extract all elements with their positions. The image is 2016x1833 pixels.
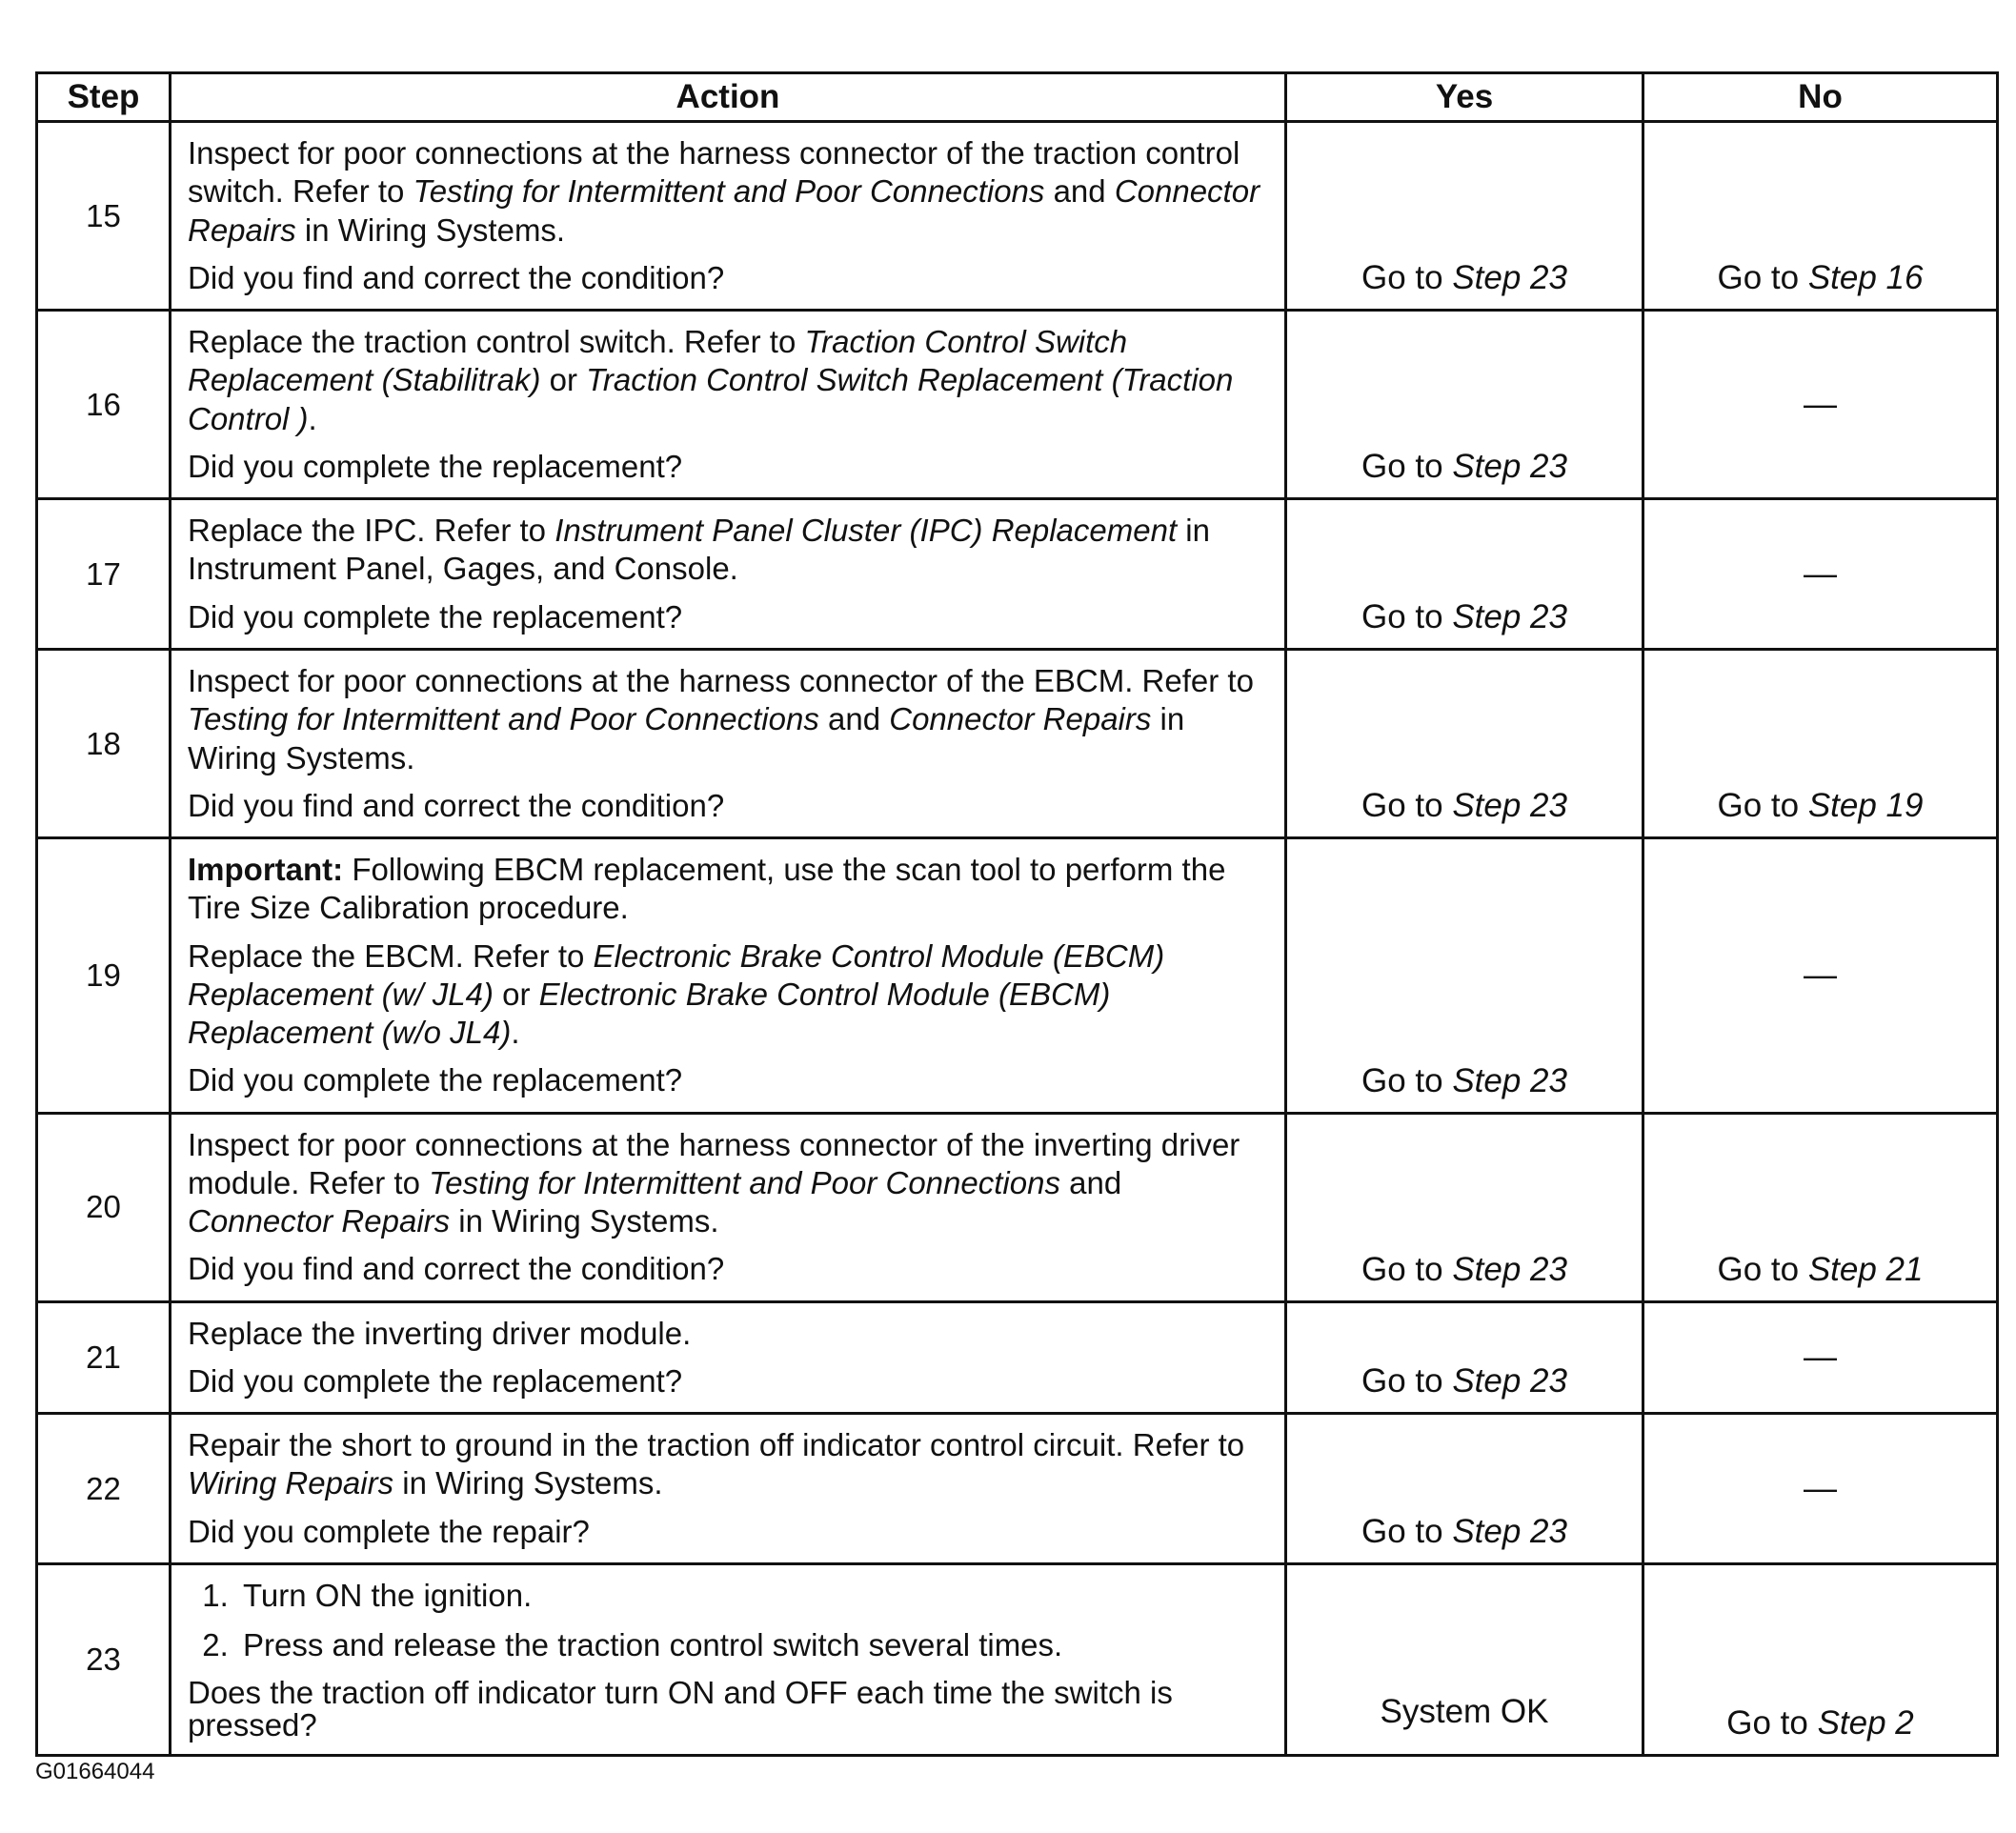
- step-number: 18: [37, 650, 171, 838]
- important-label: Important:: [188, 852, 344, 887]
- text-run: in Wiring Systems.: [393, 1465, 663, 1501]
- action-cell: [171, 311, 1286, 499]
- text-run: Inspect for poor connections at the harness connector of the traction control switch. Refer to: [188, 135, 1240, 210]
- no-result-dash: —: [1643, 499, 1998, 650]
- table-row: [37, 1564, 1998, 1756]
- text-run: and: [1059, 1164, 1122, 1200]
- yes-prefix: Go to: [1361, 598, 1453, 635]
- header-step: Step: [37, 73, 171, 122]
- text-run: Repair the short to ground in the traction off indicator control circuit. Refer to: [188, 1427, 1245, 1462]
- no-result: [1643, 122, 1998, 311]
- yes-prefix: Go to: [1361, 1513, 1453, 1550]
- no-result: [1643, 1113, 1998, 1301]
- text-run: Replace the EBCM. Refer to: [188, 937, 594, 974]
- step-number: 16: [37, 311, 171, 499]
- no-step-ref: Step 21: [1807, 1250, 1924, 1288]
- reference-link-text: Connector Repairs: [889, 701, 1152, 737]
- text-run: in Wiring Systems.: [295, 212, 566, 248]
- no-result: [1643, 1564, 1998, 1756]
- figure-id: G01664044: [35, 1759, 155, 1784]
- diagnostic-table: [35, 71, 1999, 1757]
- table-row: [37, 1301, 1998, 1414]
- yes-prefix: Go to: [1361, 1362, 1453, 1400]
- text-run: .: [308, 400, 317, 436]
- action-cell: [171, 1301, 1286, 1414]
- text-run: or: [540, 362, 587, 398]
- yes-result: System OK: [1286, 1564, 1643, 1756]
- yes-step-ref: Step 23: [1452, 787, 1567, 824]
- reference-link-text: Testing for Intermittent and Poor Connections: [188, 701, 819, 737]
- no-prefix: Go to: [1717, 259, 1808, 296]
- no-result-dash: —: [1643, 838, 1998, 1114]
- yes-prefix: Go to: [1361, 1061, 1453, 1099]
- text-run: in Wiring Systems.: [188, 701, 1185, 776]
- text-run: in Instrument Panel, Gages, and Console.: [188, 513, 1210, 587]
- action-cell: [171, 122, 1286, 311]
- no-prefix: Go to: [1717, 1250, 1808, 1288]
- text-run: or: [493, 976, 539, 1012]
- reference-link-text: Instrument Panel Cluster (IPC) Replacement: [554, 513, 1178, 548]
- action-cell: [171, 1564, 1286, 1756]
- yes-result: [1286, 311, 1643, 499]
- yes-result: [1286, 1113, 1643, 1301]
- yes-step-ref: Step 23: [1452, 1362, 1567, 1400]
- question-text: Did you complete the replacement?: [188, 448, 683, 484]
- yes-step-ref: Step 23: [1452, 448, 1567, 485]
- yes-step-ref: Step 23: [1452, 1061, 1567, 1099]
- reference-link-text: Traction Control Switch Replacement (Stabilitrak): [188, 324, 1128, 398]
- yes-step-ref: Step 23: [1452, 1250, 1567, 1288]
- no-result-dash: —: [1643, 311, 1998, 499]
- yes-prefix: Go to: [1361, 787, 1453, 824]
- step-number: 15: [37, 122, 171, 311]
- numbered-list: [188, 1577, 1271, 1665]
- text-run: Replace the IPC. Refer to: [188, 513, 555, 548]
- table-row: [37, 122, 1998, 311]
- no-prefix: Go to: [1726, 1703, 1818, 1742]
- header-yes: Yes: [1286, 73, 1643, 122]
- no-result-dash: —: [1643, 1414, 1998, 1564]
- action-cell: [171, 499, 1286, 650]
- question-text: Did you complete the repair?: [188, 1513, 590, 1549]
- list-item: 1. Turn ON the ignition.: [237, 1577, 1271, 1615]
- reference-link-text: Testing for Intermittent and Poor Connections: [429, 1164, 1060, 1200]
- list-item: 2. Press and release the traction control switch several times.: [237, 1626, 1271, 1664]
- action-text: [188, 937, 1271, 1053]
- important-note: [188, 851, 1271, 928]
- table-row: [37, 499, 1998, 650]
- text-run: Replace the inverting driver module.: [188, 1315, 692, 1351]
- important-text: Following EBCM replacement, use the scan tool to perform the Tire Size Calibration procedure.: [188, 852, 1226, 926]
- question-text: Did you complete the replacement?: [188, 598, 683, 634]
- no-result: [1643, 650, 1998, 838]
- reference-link-text: Connector Repairs: [188, 173, 1260, 248]
- question-text: Did you complete the replacement?: [188, 1062, 683, 1098]
- action-text: [188, 323, 1271, 438]
- action-text: [188, 134, 1271, 250]
- action-cell: [171, 1414, 1286, 1564]
- question-text: Did you find and correct the condition?: [188, 1251, 725, 1287]
- yes-step-ref: Step 23: [1452, 598, 1567, 635]
- yes-result: [1286, 499, 1643, 650]
- text-run: Inspect for poor connections at the harness connector of the EBCM. Refer to: [188, 663, 1254, 698]
- no-step-ref: Step 16: [1807, 259, 1924, 296]
- table-row: [37, 650, 1998, 838]
- text-run: .: [511, 1015, 520, 1050]
- header-row: [37, 73, 1998, 122]
- step-number: 17: [37, 499, 171, 650]
- action-cell: [171, 1113, 1286, 1301]
- text-run: in Wiring Systems.: [450, 1203, 719, 1239]
- action-cell: [171, 650, 1286, 838]
- table-row: [37, 1414, 1998, 1564]
- header-no: No: [1643, 73, 1998, 122]
- action-text: [188, 512, 1271, 589]
- header-action: Action: [171, 73, 1286, 122]
- no-step-ref: Step 2: [1817, 1703, 1914, 1742]
- reference-link-text: Electronic Brake Control Module (EBCM) Replacement (w/ JL4): [188, 937, 1165, 1012]
- reference-link-text: Electronic Brake Control Module (EBCM) Replacement (w/o JL4): [188, 976, 1111, 1050]
- table-row: [37, 838, 1998, 1114]
- step-number: 23: [37, 1564, 171, 1756]
- action-text: [188, 1315, 1271, 1353]
- no-result-dash: —: [1643, 1301, 1998, 1414]
- reference-link-text: Testing for Intermittent and Poor Connections: [413, 173, 1045, 210]
- yes-result: [1286, 1414, 1643, 1564]
- step-number: 20: [37, 1113, 171, 1301]
- text-run: Replace the traction control switch. Refer to: [188, 324, 805, 359]
- yes-result: [1286, 1301, 1643, 1414]
- yes-step-ref: Step 23: [1452, 259, 1567, 296]
- text-run: and: [1044, 173, 1115, 210]
- action-text: [188, 1426, 1271, 1503]
- yes-result: [1286, 838, 1643, 1114]
- no-step-ref: Step 19: [1807, 787, 1924, 824]
- step-number: 19: [37, 838, 171, 1114]
- yes-prefix: Go to: [1361, 259, 1453, 296]
- yes-prefix: Go to: [1361, 448, 1453, 485]
- text-run: and: [818, 701, 890, 737]
- question-text: Did you find and correct the condition?: [188, 259, 725, 295]
- reference-link-text: Connector Repairs: [188, 1203, 451, 1239]
- question-text: Did you complete the replacement?: [188, 1362, 683, 1399]
- question-text: Did you find and correct the condition?: [188, 787, 725, 823]
- reference-link-text: Traction Control Switch Replacement (Traction Control ): [188, 362, 1234, 436]
- yes-step-ref: Step 23: [1452, 1513, 1567, 1550]
- action-text: [188, 662, 1271, 777]
- yes-result: [1286, 122, 1643, 311]
- yes-prefix: Go to: [1361, 1250, 1453, 1288]
- no-prefix: Go to: [1717, 787, 1808, 824]
- action-cell: [171, 838, 1286, 1114]
- question-text: Does the traction off indicator turn ON and OFF each time the switch is pressed?: [188, 1674, 1173, 1743]
- yes-result: [1286, 650, 1643, 838]
- action-text: [188, 1126, 1271, 1241]
- step-number: 22: [37, 1414, 171, 1564]
- reference-link-text: Wiring Repairs: [188, 1465, 394, 1501]
- table-row: [37, 311, 1998, 499]
- table-row: [37, 1113, 1998, 1301]
- text-run: Inspect for poor connections at the harness connector of the inverting driver module. Refer to: [188, 1126, 1240, 1200]
- step-number: 21: [37, 1301, 171, 1414]
